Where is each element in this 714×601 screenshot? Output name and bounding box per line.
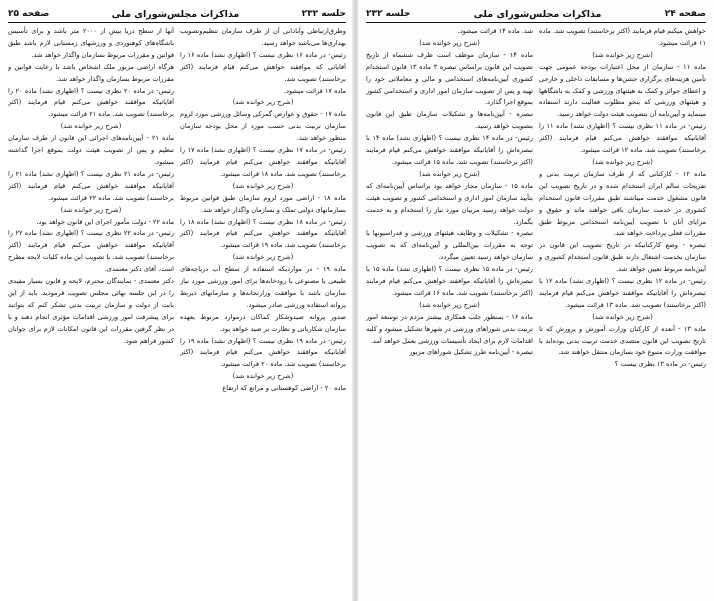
- paragraph: رئیس- در ماده ۲۲ نظری نیست ؟ (اظهاری نشد) ماده ۲۲ را آقایانیکه موافقند خواهش می‌کنم قیام فرمایند (اکثر برخاستند) تصویب شد. با تصویب این ماده کلیات لایحه مطرح است. آقای دکتر معتمدی.: [8, 229, 174, 274]
- paragraph: رئیس- در ماده ۱۳ نظری نیست ؟: [614, 360, 706, 369]
- article-paragraph: ماده ۲۱ - آیین‌نامه‌های اجرائی این قانون از طرف سازمان تنظیم و پس از تصویب هیئت دولت بموقع اجرا گذاشته میشود.: [8, 134, 174, 166]
- paragraph: صدور پروانه صیدوشکار کماکان درموارد مربوط بعهده سازمان شکاربانی و نظارت بر صید خواهد بود.: [180, 312, 346, 333]
- text-column-left: [8, 26, 174, 593]
- article-paragraph: ماده ۱۵ - سازمان مجاز خواهد بود براساس آیین‌نامه‌ای که بتأیید سازمان امور اداری و استخدامی کشور و تصویب هیئت دولت خواهد رسید مربیان مورد نیاز را استخدام و به خدمت بگمارد.: [366, 181, 533, 226]
- paragraph: رئیس- در ماده ۲۰ نظری نیست ؟ (اظهاری نشد) ماده ۲۰ را آقایانیکه موافقند خواهش می‌کنم قیام فرمایند (اکثر برخاستند) تصویب شد. ماده ۲۱ قرائت میشود.: [8, 86, 174, 119]
- reading-note: (شرح زیر خوانده شد): [232, 98, 294, 107]
- header-rule: [366, 22, 706, 23]
- note-paragraph: تبصره - وضع کارکنانیکه در تاریخ تصویب این قانون در سازمان بخدمت اشتغال دارند طبق قانون استخدام کشوری و آیین‌نامه مربوط تعیین خواهد شد.: [539, 241, 706, 274]
- article-paragraph: ماده ۱۱ - سازمان از محل اعتبارات بودجه عمومی جهت تأمین هزینه‌های برگزاری جشن‌ها و مسابقات داخلی و خارجی و اعطای جوائز و کمک به هیئتهای ورزشی و کمک به باشگاهها و هیئتهای ورزشی که بنحو مطلوب فعالیت دارند استفاده مینماید و آیین‌نامه آن بتصویب هیئت دولت خواهد رسید.: [539, 62, 706, 119]
- reading-note: (شرح زیر خوانده شد): [419, 300, 480, 309]
- paragraph: وطرق‌ارتباطی وآبادانی آن از طرف سازمان تنظیم‌وتصویب بهداری‌ها می‌باشد خواهد رسید.: [180, 27, 346, 47]
- paragraph: رئیس- در ماده ۱۱ نظری نیست ؟ (اظهاری نشد) ماده ۱۱ را آقایانیکه موافقند خواهش می‌کنم قیام فرمایند (اکثر برخاستند) تصویب شد. ماده ۱۲ قرائت میشود.: [539, 122, 706, 155]
- paragraph: رئیس- در ماده ۱۴ نظری نیست ؟ (اظهاری نشد) ماده ۱۴ با تبصره‌اش را آقایانیکه موافقند خواهش می‌کنم قیام فرمایند (اکثر برخاستند) تصویب شد. ماده ۱۵ قرائت میشود.: [366, 134, 533, 166]
- text-columns: [8, 26, 346, 593]
- paragraph: رئیس- در ماده ۲۱ نظری نیست ؟ (اظهاری نشد) ماده ۲۱ را آقایانیکه موافقند خواهش می‌کنم قیام فرمایند (اکثر برخاستند) تصویب شد. ماده ۲۲ قرائت میشود.: [8, 169, 174, 202]
- text-column-right: [539, 26, 706, 593]
- reading-note: (شرح زیر خوانده شد): [419, 38, 480, 47]
- article-paragraph: ماده ۱۳ - آنعده از کارکنان وزارت آموزش و پرورش که تا تاریخ تصویب این قانون متصدی خدمت تربیت بدنی بوده‌اند با موافقت وزارت متبوع خود بسازمان منتقل خواهند شد.: [539, 324, 706, 357]
- paragraph: خواهش میکنم قیام فرمایند (اکثر برخاستند) تصویب شد. ماده ۱۱ قرائت میشود.: [539, 27, 706, 47]
- reading-note: (شرح زیر خوانده شد): [592, 312, 653, 321]
- article-paragraph: ماده ۱۴ - سازمان موظف است ظرف ششماه از تاریخ تصویب این قانون براساس تبصره ۳ ماده ۱۳ قانون استخدام کشوری آیین‌نامه‌های استخدامی و مالی و معاملاتی خود را تهیه و پس از تصویب سازمان امور اداری و استخدامی کشور بموقع اجرا گذارد.: [366, 50, 533, 107]
- paragraph: آنها از سطح دریا بیش از ۲۰۰۰ متر باشد و برای تأسیس باشگاه‌های کوهنوردی و ورزشهای زمستانی لازم باشد طبق قوانین و مقررات مربوط بسازمان واگذار خواهد شد.: [8, 27, 174, 59]
- reading-note: (شرح زیر خوانده شد): [60, 205, 122, 214]
- paragraph: رئیس- در ماده ۱۵ نظری نیست ؟ (اظهاری نشد) ماده ۱۵ با تبصره‌اش را آقایانیکه موافقند خواهش می‌کنم قیام فرمایند (اکثر برخاستند) تصویب شد. ماده ۱۶ قرائت میشود.: [366, 265, 533, 297]
- note-paragraph: تبصره - تشکیلات و وظایف هیئتهای ورزشی و فدراسیونها با توجه به مقررات بین‌المللی و آیین‌نامه‌ای که به تصویب سازمان خواهد رسید تعیین میگردد.: [366, 229, 533, 262]
- text-column-right: [180, 26, 346, 593]
- speech-paragraph: دکتر معتمدی - نمایندگان محترم، لایحه و قانون بسیار مفیدی را در این جلسه نهائی مجلس تصویب فرمودید. باید از این بابت از دولت و سازمان تربیت بدنی تشکر کنم که بتوانند برای پیشرفت امور ورزشی اقدامات مؤثری انجام دهند و با در نظر گرفتن مقررات این قانون امکانات لازم برای جوانان کشور فراهم شود.: [8, 277, 174, 345]
- reading-note: (شرح زیر خوانده شد): [592, 50, 653, 59]
- article-paragraph: ماده ۱۷ - حقوق و عوارض گمرکی وسائل ورزشی مورد لزوم سازمان تربیت بدنی حسب مورد از محل بودجه سازمان منظور خواهد شد.: [180, 110, 346, 143]
- article-paragraph: ماده ۱۶ - بمنظور جلب همکاری بیشتر مردم در توسعه امور تربیت بدنی شوراهای ورزشی در شهرها تشکیل میشود و کلیه اقدامات لازم برای ایجاد تأسیسات ورزشی بعمل خواهد آمد.: [366, 312, 533, 345]
- paragraph: رئیس- در ماده ۱۲ نظری نیست ؟ (اظهاری نشد) ماده ۱۲ با تبصره‌اش را آقایانیکه موافقند خواهش می‌کنم قیام فرمایند (اکثر برخاستند) تصویب شد. ماده ۱۳ قرائت میشود.: [539, 277, 706, 309]
- article-paragraph: ماده ۱۹ - در مواردیکه استفاده از سطح آب دریاچه‌های طبیعی یا مصنوعی یا رودخانه‌ها برای امور ورزشی مورد نیاز سازمان باشد با موافقت وزارتخانه‌ها و سازمانهای ذیربط پروانه استفاده ورزشی صادر میشود.: [180, 265, 346, 309]
- paragraph: رئیس- در ماده ۱۶ نظری نیست ؟ (اظهاری نشد) ماده ۱۶ را آقایانی که موافقند خواهش می‌کنم قیام فرمایند (اکثر برخاستند) تصویب شد.: [180, 50, 346, 83]
- running-title: مذاکرات مجلس‌شورای ملی: [111, 9, 240, 20]
- reading-note: (شرح زیر خوانده شد): [592, 157, 653, 166]
- paragraph: رئیس- در ماده ۱۷ نظری نیست ؟ (اظهاری نشد) ماده ۱۷ را آقایانیکه موافقند خواهش می‌کنم قیام فرمایند (اکثر برخاستند) تصویب شد. ماده ۱۸ قرائت میشود.: [180, 146, 346, 178]
- session-label: جلسه ۲۳۲: [366, 9, 411, 19]
- article-paragraph: ماده ۱۲ - کارکنانی که از طرف سازمان تربیت بدنی و تفریحات سالم ایران استخدام شده و در تاریخ تصویب این قانون مشغول خدمت میباشند طبق مقررات قانون استخدام کشوری در خدمت سازمان باقی خواهند ماند و حقوق و مزایای آنان تا تصویب آیین‌نامه استخدامی مربوط طبق مقررات فعلی پرداخت خواهد شد.: [539, 169, 706, 238]
- left-page: [0, 0, 354, 601]
- page-number: صفحه ۲۵: [8, 9, 50, 19]
- header-rule: [8, 22, 346, 23]
- reading-note: (شرح زیر خوانده شد): [232, 372, 294, 381]
- article-paragraph: ماده ۲۲ - دولت مأمور اجرای این قانون خواهد بود.: [36, 217, 174, 226]
- reading-note: (شرح زیر خوانده شد): [419, 169, 480, 178]
- session-label: جلسه ۲۳۲: [301, 9, 346, 19]
- note-paragraph: تبصره - آیین‌نامه‌ها و تشکیلات سازمان طبق این قانون بتصویب خواهد رسید.: [366, 110, 533, 131]
- paragraph: هرگاه اراضی مزبور ملک اشخاص باشد با رعایت قوانین و مقررات مربوط بسازمان واگذار خواهد شد.: [8, 62, 174, 83]
- right-page-header: [366, 4, 706, 20]
- paragraph: شد. ماده ۱۴ قرائت میشود.: [457, 27, 533, 35]
- paragraph: رئیس- در ماده ۱۹ نظری نیست ؟ (اظهاری نشد) ماده ۱۹ را آقایانیکه موافقند خواهش می‌کنم قیام فرمایند (اکثر برخاستند) تصویب شد. ماده ۲۰ قرائت میشود.: [180, 336, 346, 369]
- note-paragraph: تبصره - آیین‌نامه طرز تشکیل شوراهای مزبور: [409, 348, 533, 357]
- text-column-left: [366, 26, 533, 593]
- page-number: صفحه ۲۴: [664, 9, 706, 19]
- left-page-header: [8, 4, 346, 20]
- reading-note: (شرح زیر خوانده شد): [60, 122, 122, 131]
- text-columns: [366, 26, 706, 593]
- reading-note: (شرح زیر خوانده شد): [232, 253, 294, 262]
- paragraph: رئیس- در ماده ۱۸ نظری نیست ؟ (اظهاری نشد) ماده ۱۸ را آقایانیکه موافقند خواهش می‌کنم قیام فرمایند (اکثر برخاستند) تصویب شد. ماده ۱۹ قرائت میشود.: [180, 217, 346, 250]
- right-page: [358, 0, 714, 601]
- reading-note: (شرح زیر خوانده شد): [232, 181, 294, 190]
- article-paragraph: ماده ۱۸ - اراضی مورد لزوم سازمان طبق قوانین مربوط بسازمانهای دولتی تملک و بسازمان واگذار خواهد شد.: [180, 193, 346, 214]
- running-title: مذاکرات مجلس‌شورای ملی: [473, 9, 602, 20]
- paragraph: ماده ۱۷ قرائت میشود.: [283, 86, 346, 95]
- article-paragraph: ماده ۲۰ - اراضی کوهستانی و مراتع که ارتفاع: [222, 384, 346, 393]
